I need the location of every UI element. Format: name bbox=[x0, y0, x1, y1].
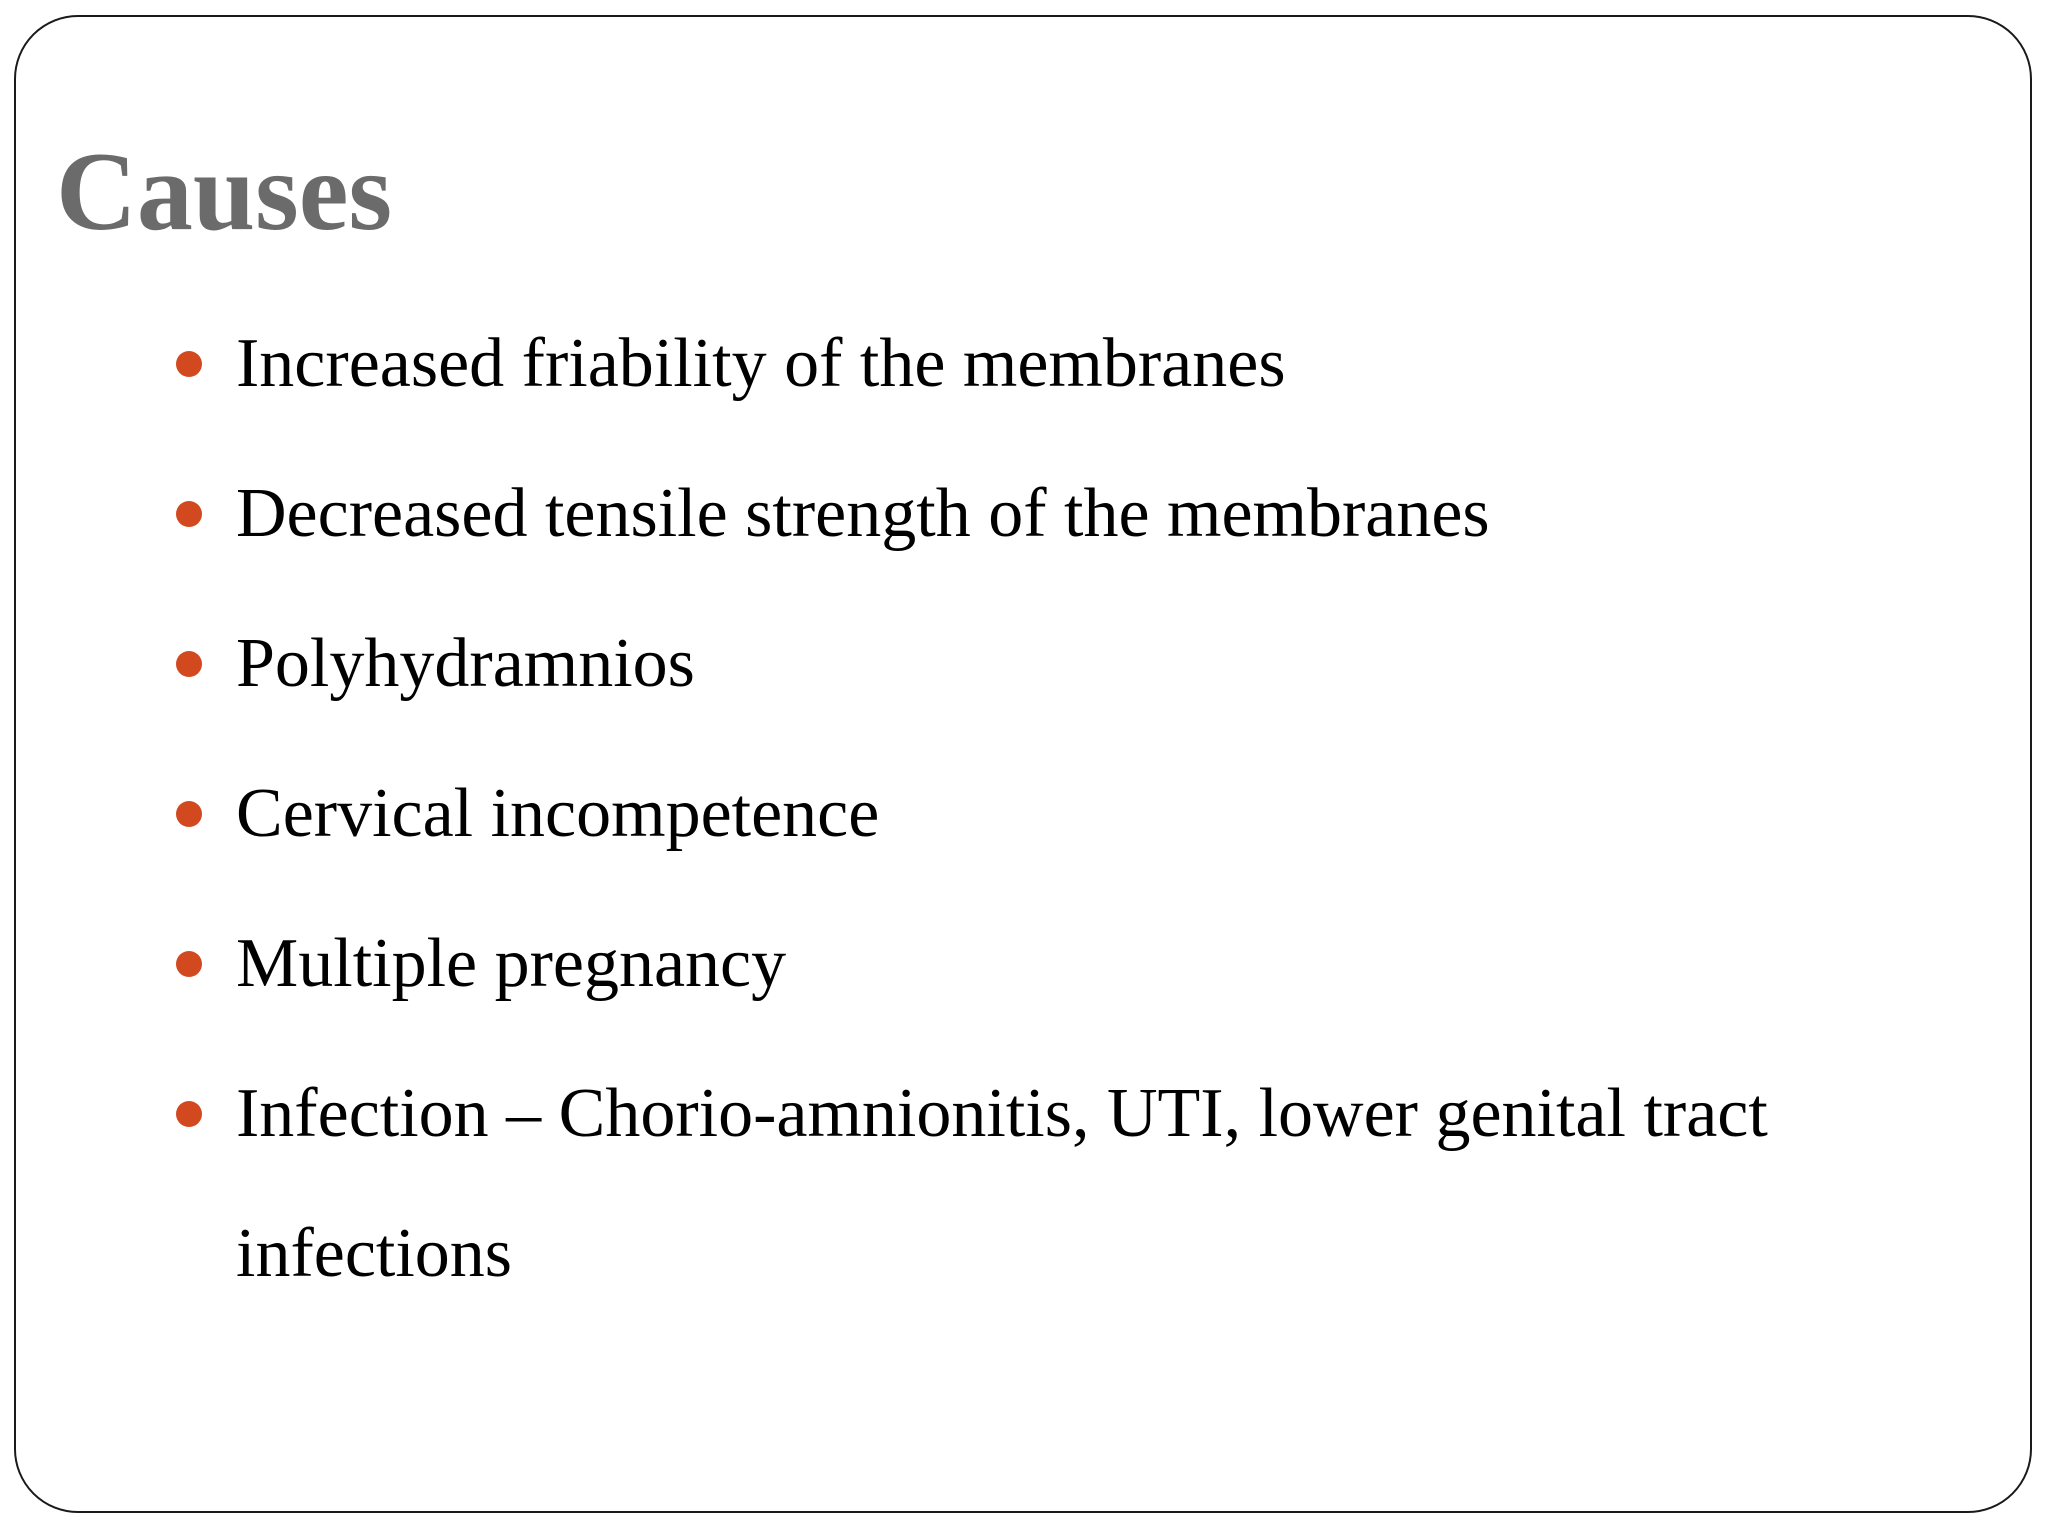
list-item-text: Increased friability of the membranes bbox=[236, 325, 1286, 402]
bullet-dot-icon bbox=[176, 1101, 202, 1127]
bullet-dot-icon bbox=[176, 651, 202, 677]
list-item-text: Infection – Chorio-amnionitis, UTI, lower genital tract infections bbox=[236, 1075, 1768, 1292]
list-item bbox=[176, 744, 1976, 894]
list-item-text: Decreased tensile strength of the membranes bbox=[236, 475, 1490, 552]
bullet-dot-icon bbox=[176, 351, 202, 377]
list-item-text: Cervical incompetence bbox=[236, 775, 880, 852]
bullet-dot-icon bbox=[176, 951, 202, 977]
list-item bbox=[176, 444, 1976, 594]
list-item-text: Polyhydramnios bbox=[236, 625, 695, 702]
bullet-dot-icon bbox=[176, 501, 202, 527]
bullet-dot-icon bbox=[176, 801, 202, 827]
bullet-list bbox=[176, 294, 1976, 1324]
list-item bbox=[176, 294, 1976, 444]
list-item bbox=[176, 894, 1976, 1044]
slide-title: Causes bbox=[56, 130, 393, 254]
list-item-text: Multiple pregnancy bbox=[236, 925, 787, 1002]
list-item bbox=[176, 1044, 1876, 1324]
list-item bbox=[176, 594, 1976, 744]
